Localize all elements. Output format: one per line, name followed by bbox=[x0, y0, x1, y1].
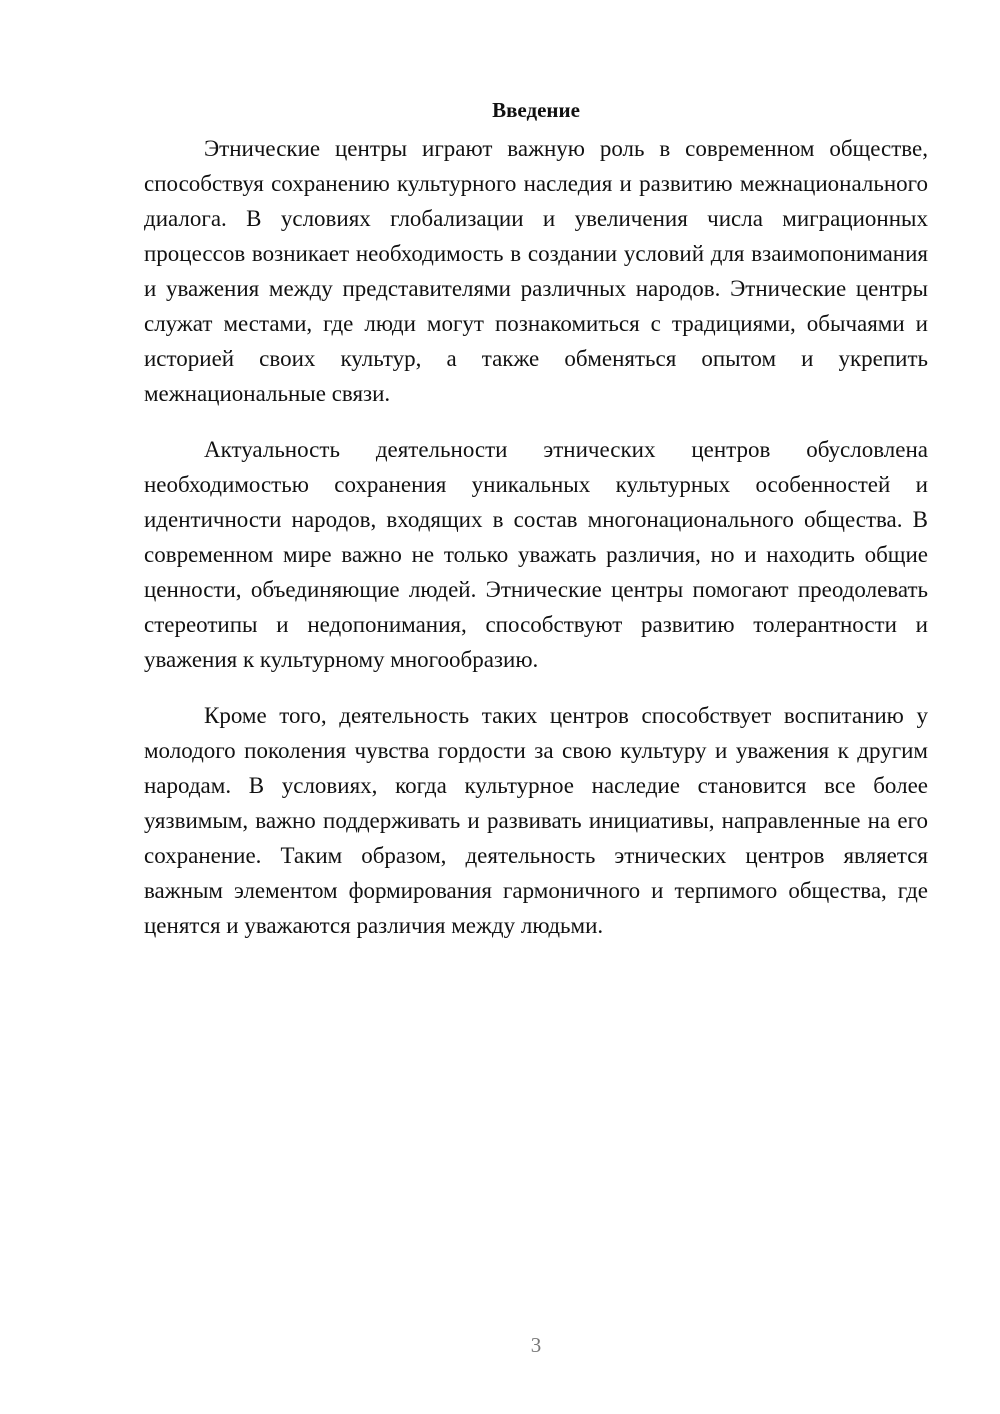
page-content bbox=[144, 95, 928, 964]
page-number: 3 bbox=[530, 1333, 542, 1357]
paragraph-3: Кроме того, деятельность таких центров способствует воспитанию у молодого поколения чувства гордости за свою культуру и уважения к другим народам. В условиях, когда культурное наследие становится все более уязвимым, важно поддерживать и развивать инициативы, направленные на его сохранение. Таким образом, деятельность этнических центров является важным элементом формирования гармоничного и терпимого общества, где ценятся и уважаются различия между людьми. bbox=[144, 703, 928, 938]
section-title: Введение bbox=[492, 98, 580, 122]
paragraph-1: Этнические центры играют важную роль в современном обществе, способствуя сохранению культурного наследия и развитию межнационального диалога. В условиях глобализации и увеличения числа миграционных процессов возникает необходимость в создании условий для взаимопонимания и уважения между представителями различных народов. Этнические центры служат местами, где люди могут познакомиться с традициями, обычаями и историей своих культур, а также обменяться опытом и укрепить межнациональные связи. bbox=[144, 136, 928, 406]
paragraph-2: Актуальность деятельности этнических центров обусловлена необходимостью сохранения уникальных культурных особенностей и идентичности народов, входящих в состав многонационального общества. В современном мире важно не только уважать различия, но и находить общие ценности, объединяющие людей. Этнические центры помогают преодолевать стереотипы и недопонимания, способствуют развитию толерантности и уважения к культурному многообразию. bbox=[144, 437, 928, 672]
